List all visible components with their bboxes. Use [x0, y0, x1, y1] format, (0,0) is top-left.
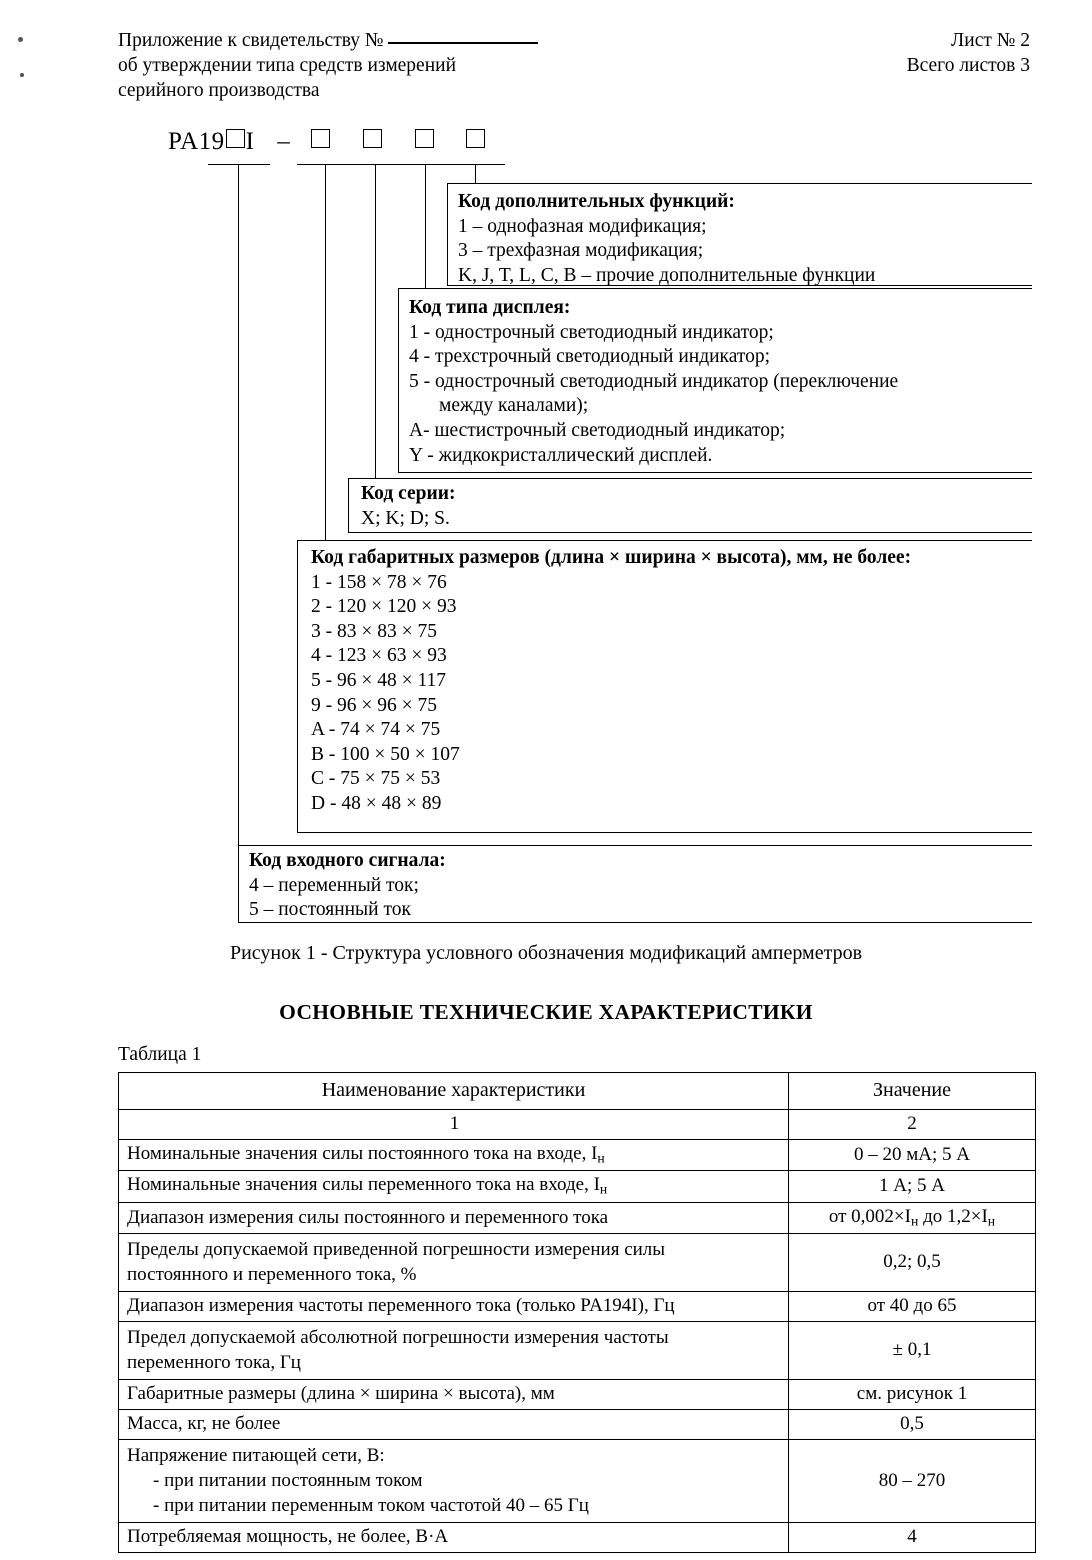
row-name-line: Предел допускаемой абсолютной погрешности измерения частоты: [127, 1327, 669, 1349]
row-name-line: постоянного и переменного тока, %: [127, 1264, 417, 1286]
row-value: 1 А; 5 А: [789, 1171, 1036, 1202]
block-item: 5 – постоянный ток: [249, 899, 411, 921]
leader-stub-series: [348, 164, 404, 165]
block-item: 2 - 120 × 120 × 93: [311, 596, 457, 618]
row-value: ± 0,1: [789, 1322, 1036, 1380]
product-code-line: [168, 128, 485, 156]
row-name-subline: - при питании переменным током частотой 40 – 65 Гц: [153, 1495, 589, 1517]
row-name: [119, 1322, 789, 1380]
code-prefix: PA19: [168, 128, 225, 155]
table-number-row: [119, 1110, 1036, 1140]
block-display-type: [409, 296, 1033, 468]
code-dash: –: [277, 128, 291, 155]
block-item: Y - жидкокристаллический дисплей.: [409, 444, 713, 466]
leader-stub-input-signal: [208, 164, 270, 165]
table-row: [119, 1380, 1036, 1410]
block-item: 4 – переменный ток;: [249, 874, 419, 896]
block-title-extra-functions: Код дополнительных функций:: [458, 191, 735, 212]
leader-stub-display-type: [398, 164, 454, 165]
block-item-continuation: между каналами);: [439, 395, 589, 417]
leader-line-extra-functions: [475, 164, 476, 184]
row-value: 80 – 270: [789, 1440, 1036, 1523]
block-item: 4 - трехстрочный светодиодный индикатор;: [409, 346, 771, 368]
block-item: K, J, T, L, C, B – прочие дополнительные функции: [458, 264, 876, 286]
document-header-right: [907, 28, 1030, 78]
row-value: 0 – 20 мА; 5 А: [789, 1140, 1036, 1171]
table-row: [119, 1234, 1036, 1292]
header-line-1: Приложение к свидетельству №: [118, 30, 384, 51]
table-header-value: Значение: [789, 1073, 1036, 1110]
block-item: 9 - 96 × 96 × 75: [311, 694, 437, 716]
code-box-3: [415, 129, 434, 148]
column-number-2: 2: [789, 1110, 1036, 1140]
row-value: от 40 до 65: [789, 1292, 1036, 1322]
subscript: н: [597, 1150, 605, 1166]
table-row: [119, 1523, 1036, 1553]
block-series: [361, 482, 1031, 531]
blank-fill-line: [388, 42, 538, 44]
document-header-left: [118, 28, 538, 103]
block-dimensions: [311, 546, 1031, 817]
row-value: см. рисунок 1: [789, 1380, 1036, 1410]
block-item: 1 - 158 × 78 × 76: [311, 571, 447, 593]
subscript: н: [910, 1213, 919, 1229]
table-row: [119, 1440, 1036, 1523]
row-value: 0,5: [789, 1410, 1036, 1440]
header-line-3: серийного производства: [118, 80, 320, 101]
scan-speck: [18, 37, 23, 42]
block-item: A- шестистрочный светодиодный индикатор;: [409, 419, 786, 441]
table-row: [119, 1292, 1036, 1322]
block-title-dimensions: Код габаритных размеров (длина × ширина × высота), мм, не более:: [311, 547, 912, 568]
code-box-1: [311, 129, 330, 148]
column-number-1: 1: [119, 1110, 789, 1140]
row-name: Потребляемая мощность, не более, В·А: [119, 1523, 789, 1553]
leader-stub-extra-functions: [447, 164, 505, 165]
block-item: 1 – однофазная модификация;: [458, 215, 707, 237]
figure-caption: Рисунок 1 - Структура условного обозначения модификаций амперметров: [229, 942, 863, 964]
code-box-4: [466, 129, 485, 148]
row-name-line: переменного тока, Гц: [127, 1352, 301, 1374]
table-row: [119, 1202, 1036, 1233]
row-name: Номинальные значения силы переменного тока на входе, $I_н$: [119, 1171, 789, 1202]
row-name: Масса, кг, не более: [119, 1410, 789, 1440]
block-item: A - 74 × 74 × 75: [311, 719, 441, 741]
block-item: D - 48 × 48 × 89: [311, 792, 442, 814]
block-title-display-type: Код типа дисплея:: [409, 297, 571, 318]
table-header-name: Наименование характеристики: [119, 1073, 789, 1110]
row-name: Диапазон измерения силы постоянного и переменного тока: [119, 1202, 789, 1233]
block-item: 1 - однострочный светодиодный индикатор;: [409, 321, 774, 343]
table-header-row: [119, 1073, 1036, 1110]
row-name: [119, 1234, 789, 1292]
table-label: Таблица 1: [118, 1044, 202, 1065]
block-title-input-signal: Код входного сигнала:: [249, 850, 446, 871]
specifications-table: [118, 1072, 1036, 1553]
block-item: 4 - 123 × 63 × 93: [311, 645, 447, 667]
table-row: [119, 1410, 1036, 1440]
table-row: [119, 1140, 1036, 1171]
block-item: 3 - 83 × 83 × 75: [311, 620, 437, 642]
row-name-line: Пределы допускаемой приведенной погрешности измерения силы: [127, 1239, 666, 1261]
row-value: 0,2; 0,5: [789, 1234, 1036, 1292]
row-name: Диапазон измерения частоты переменного тока (только PA194I), Гц: [119, 1292, 789, 1322]
subscript: н: [987, 1213, 996, 1229]
leader-line-series: [375, 164, 376, 479]
section-title: ОСНОВНЫЕ ТЕХНИЧЕСКИЕ ХАРАКТЕРИСТИКИ: [279, 1000, 813, 1024]
sheet-number: Лист № 2: [951, 30, 1030, 51]
sheet-total: Всего листов 3: [906, 55, 1030, 76]
block-item: 5 - 96 × 48 × 117: [311, 669, 447, 691]
leader-stub-dimensions: [297, 164, 355, 165]
table-row: [119, 1171, 1036, 1202]
table-row: [119, 1322, 1036, 1380]
leader-line-dimensions: [325, 164, 326, 541]
block-item: 3 – трехфазная модификация;: [458, 240, 704, 262]
row-value: 4: [789, 1523, 1036, 1553]
code-box-2: [363, 129, 382, 148]
row-value: от $0,002\times I_н$ до $1,2\times I_н$: [789, 1202, 1036, 1233]
leader-line-display-type: [425, 164, 426, 289]
code-placeholder-box: [226, 129, 245, 148]
row-name-line: Напряжение питающей сети, В:: [127, 1445, 385, 1467]
code-middle: I: [245, 128, 255, 155]
row-name: [119, 1440, 789, 1523]
block-item: X; K; D; S.: [361, 507, 450, 529]
block-title-series: Код серии:: [361, 483, 456, 504]
block-input-signal: [249, 849, 1029, 923]
row-name: Номинальные значения силы постоянного тока на входе, $I_н$: [119, 1140, 789, 1171]
block-item: B - 100 × 50 × 107: [311, 743, 460, 765]
scan-speck: [20, 73, 24, 77]
row-name-subline: - при питании постоянным током: [153, 1470, 423, 1492]
leader-line-input-signal: [238, 164, 239, 846]
subscript: н: [599, 1181, 608, 1197]
block-item: C - 75 × 75 × 53: [311, 768, 441, 790]
block-item: 5 - однострочный светодиодный индикатор (переключение: [409, 370, 899, 392]
header-line-2: об утверждении типа средств измерений: [118, 55, 457, 76]
row-name: Габаритные размеры (длина × ширина × высота), мм: [119, 1380, 789, 1410]
block-extra-functions: [458, 190, 1033, 288]
